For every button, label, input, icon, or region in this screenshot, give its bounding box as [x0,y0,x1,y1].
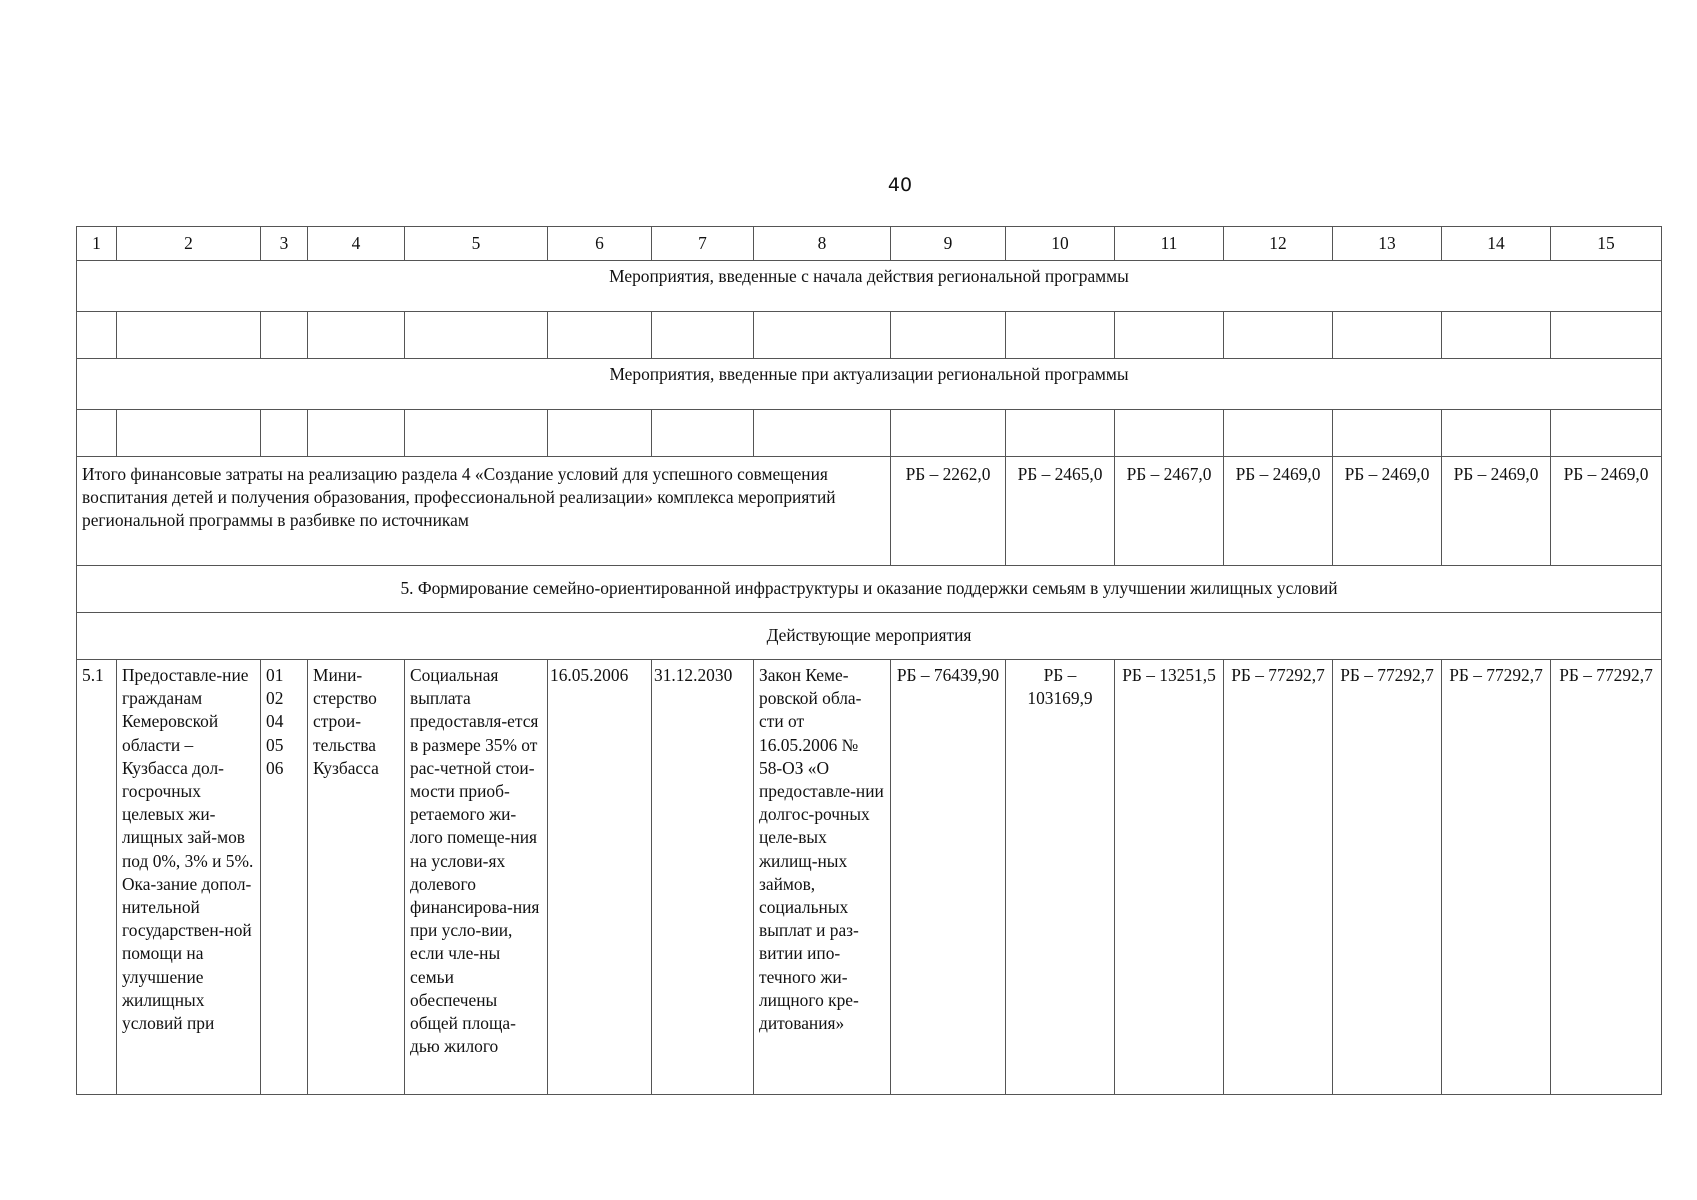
column-number: 7 [652,227,754,261]
column-number: 10 [1006,227,1115,261]
funding-value: РБ – 103169,9 [1006,660,1115,1095]
code: 06 [266,757,284,778]
funding-value: РБ – 13251,5 [1115,660,1224,1095]
empty-row [77,410,1662,457]
section-title-since-start: Мероприятия, введенные с начала действия региональной программы [77,261,1662,312]
column-number: 9 [891,227,1006,261]
funding-value: РБ – 77292,7 [1333,660,1442,1095]
executor: Мини-стерство строи-тельства Кузбасса [308,660,405,1095]
table-row [77,660,1662,1095]
funding-value: РБ – 76439,90 [891,660,1006,1095]
measure-codes [261,660,308,1095]
total-value: РБ – 2469,0 [1442,457,1551,566]
column-number: 3 [261,227,308,261]
column-number: 6 [548,227,652,261]
column-number: 4 [308,227,405,261]
measure-description: Социальная выплата предоставля-ется в размере 35% от рас-четной стои-мости приоб-ретаемого жи-лого помеще-ния на услови-ях долевого финансирова-ния при усло-вии, если чле-ны семьи обеспечены общей площа-дью жилого [405,660,548,1095]
measure-name: Предоставле-ние гражданам Кемеровской области – Кузбасса дол-госрочных целевых жи-лищных зай-мов под 0%, 3% и 5%. Ока-зание допол-нительной государствен-ной помощи на улучшение жилищных условий при [117,660,261,1095]
section-title-active: Действующие мероприятия [77,613,1662,660]
section-title-on-update: Мероприятия, введенные при актуализации региональной программы [77,359,1662,410]
total-label: Итого финансовые затраты на реализацию раздела 4 «Создание условий для успешного совмещения воспитания детей и получения образования, профессиональной реализации» комплекса мероприятий региональной программы в разбивке по источникам [77,457,891,566]
legal-basis: Закон Кеме-ровской обла-сти от 16.05.2006 № 58-ОЗ «О предоставле-нии долгос-рочных целе-вых жилищ-ных займов, социальных выплат и раз-витии ипо-течного жи-лищного кре-дитования» [754,660,891,1095]
funding-value: РБ – 77292,7 [1551,660,1662,1095]
total-value: РБ – 2469,0 [1333,457,1442,566]
total-value: РБ – 2467,0 [1115,457,1224,566]
section-row [77,359,1662,410]
total-value: РБ – 2469,0 [1551,457,1662,566]
end-date: 31.12.2030 [652,660,754,1095]
column-number-row [77,227,1662,261]
total-row [77,457,1662,566]
funding-value: РБ – 77292,7 [1224,660,1333,1095]
code: 04 [266,711,284,732]
column-number: 12 [1224,227,1333,261]
column-number: 8 [754,227,891,261]
column-number: 15 [1551,227,1662,261]
total-value: РБ – 2465,0 [1006,457,1115,566]
code: 05 [266,734,284,755]
total-value: РБ – 2262,0 [891,457,1006,566]
row-number: 5.1 [77,660,117,1095]
column-number: 11 [1115,227,1224,261]
section-5-title: 5. Формирование семейно-ориентированной инфраструктуры и оказание поддержки семьям в улучшении жилищных условий [77,566,1662,613]
page-number: 40 [887,174,913,196]
column-number: 14 [1442,227,1551,261]
start-date: 16.05.2006 [548,660,652,1095]
section-row [77,613,1662,660]
section-row [77,261,1662,312]
code: 01 [266,665,284,685]
column-number: 1 [77,227,117,261]
funding-value: РБ – 77292,7 [1442,660,1551,1095]
section-row [77,566,1662,613]
empty-row [77,312,1662,359]
column-number: 13 [1333,227,1442,261]
total-value: РБ – 2469,0 [1224,457,1333,566]
code: 02 [266,688,284,709]
column-number: 2 [117,227,261,261]
column-number: 5 [405,227,548,261]
program-table [76,226,1662,1095]
